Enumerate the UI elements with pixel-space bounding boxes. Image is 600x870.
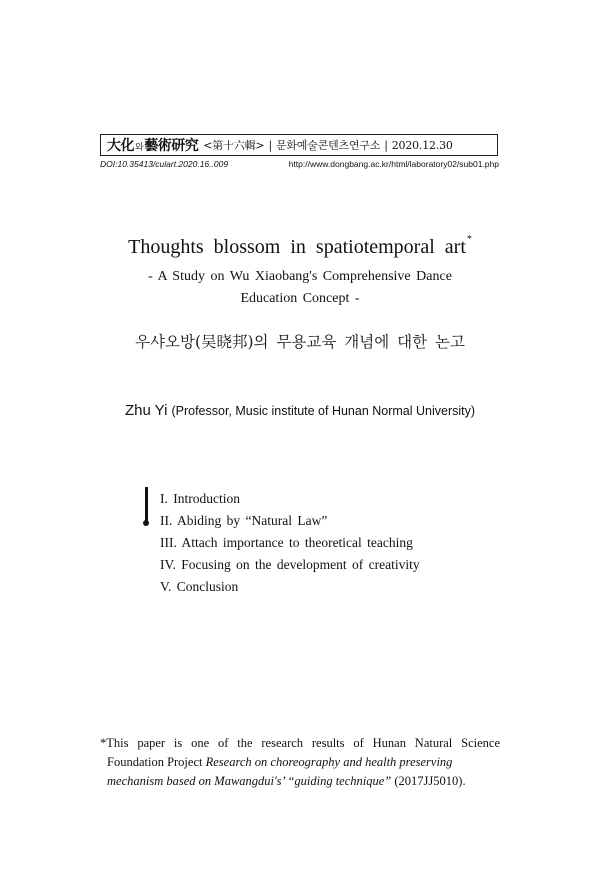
journal-issue: <第十六輯>	[203, 139, 265, 152]
paper-subtitle	[0, 266, 600, 310]
doi: DOI:10.35413/culart.2020.16..009	[100, 159, 229, 169]
author-name: Zhu Yi	[124, 402, 168, 419]
toc-item: IV. Focusing on the development of creativity	[160, 557, 420, 572]
footnote-project-title-cont: mechanism based on Mawangdui's’ “guiding technique”	[107, 774, 392, 788]
journal-date: 2020.12.30	[391, 139, 453, 152]
footnote-line-3	[100, 772, 500, 791]
author-affiliation: (Professor, Music institute of Hunan Normal University)	[171, 404, 476, 418]
footnote-line-2	[100, 753, 500, 772]
subtitle-line-1: - A Study on Wu Xiaobang's Comprehensive Dance	[148, 269, 452, 284]
toc-item: V. Conclusion	[160, 579, 239, 594]
separator: |	[268, 139, 272, 152]
subtitle-line-2: Education Concept -	[240, 291, 360, 306]
paper-title	[0, 234, 600, 259]
author-line	[0, 402, 600, 419]
toc-item: III. Attach importance to theoretical teaching	[160, 535, 413, 550]
footnote-project-label: Foundation Project	[107, 755, 206, 769]
title-footnote-mark: *	[466, 234, 472, 245]
toc-item: II. Abiding by “Natural Law”	[160, 513, 328, 528]
korean-title: 우샤오방(吴晓邦)의 무용교육 개념에 대한 논고	[135, 333, 465, 351]
table-of-contents	[160, 488, 420, 598]
footnote-project-code: (2017JJ5010).	[391, 774, 466, 788]
journal-logo-part1: 大化	[107, 138, 134, 154]
footnote-project-title: Research on choreography and health preserving	[205, 755, 453, 769]
journal-logo-wa: 와	[135, 143, 144, 153]
journal-logo	[107, 135, 198, 155]
journal-publisher: 문화예술콘텐츠연구소	[275, 139, 381, 152]
footnote	[100, 734, 500, 791]
toc-marker-dot	[143, 520, 149, 526]
paper-title-text: Thoughts blossom in spatiotemporal art	[128, 236, 466, 258]
journal-header	[100, 134, 498, 156]
footnote-line-1: *This paper is one of the research results of Hunan Natural Science	[100, 736, 500, 750]
toc-item: I. Introduction	[160, 491, 240, 506]
source-url[interactable]: http://www.dongbang.ac.kr/html/laboratory02/sub01.php	[288, 159, 499, 169]
separator: |	[384, 139, 388, 152]
journal-info	[203, 137, 453, 153]
journal-logo-part2: 藝術研究	[144, 138, 199, 154]
